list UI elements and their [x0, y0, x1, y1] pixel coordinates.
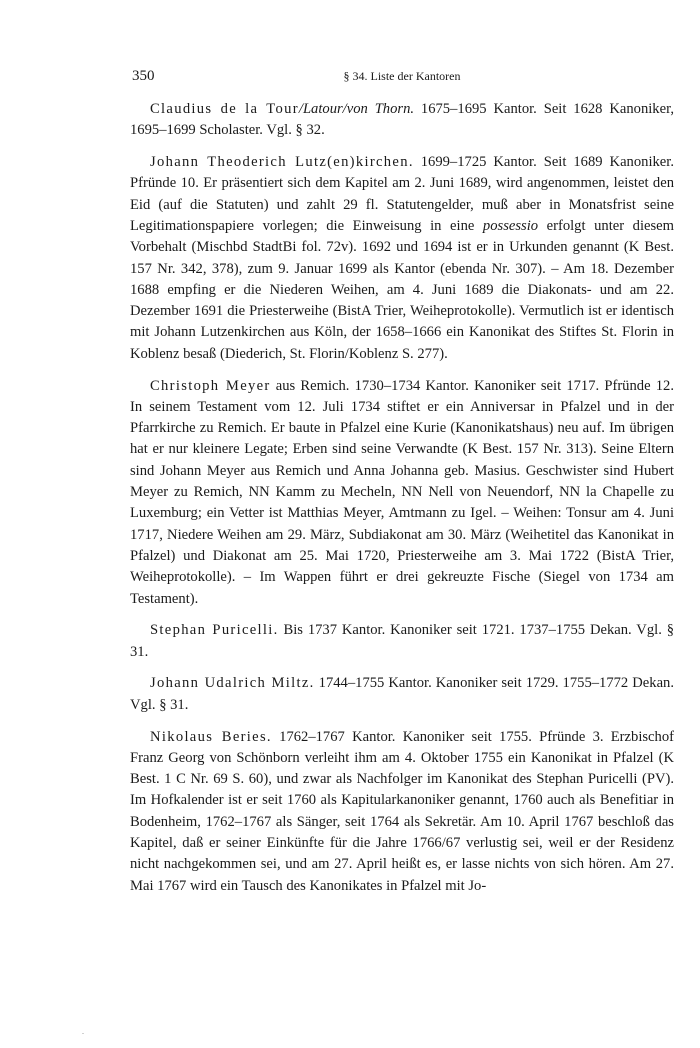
- entry-name: Stephan Puricelli.: [150, 622, 279, 639]
- entry-johann-theoderich-lutzkirchen: [130, 152, 674, 365]
- entry-text: erfolgt unter diesem Vorbehalt (Mischbd StadtBi fol. 72v). 1692 und 1694 ist er in Urkunden genannt (K Best. 157 Nr. 342, 378), zum 9. Januar 1699 als Kantor (ebenda Nr. 307). – Am 18. Dezember 1688 empfing er die Niederen Weihen, am 4. Juni 1689 die Diakonats- und am 22. Dezember 1691 die Priesterweihe (BistA Trier, Weiheprotokolle). Vermutlich ist er identisch mit Johann Lutzenkirchen aus Köln, der 1658–1666 ein Kanonikat des Stiftes St. Florin in Koblenz besaß (Diederich, St. Florin/Koblenz S. 277).: [130, 217, 674, 362]
- entry-text: 1675–1695 Kantor. Seit 1628 Kanoniker, 1695–1699 Scholaster. Vgl. § 32.: [130, 101, 675, 139]
- entry-text: 1762–1767 Kantor. Kanoniker seit 1755. Pfründe 3. Erzbischof Franz Georg von Schönborn verleiht ihm am 4. Oktober 1755 ein Kanonikat in Pfalzel (K Best. 1 C Nr. 69 S. 60), und zwar als Nachfolger im Kanonikat des Stephan Puricelli (PV). Im Hofkalender ist er seit 1760 als Kapitularkanoniker genannt, 1760 auch als Benefitiar in Bodenheim, 1762–1767 als Sänger, seit 1764 als Sekretär. Am 10. April 1767 beschloß das Kapitel, daß er seiner Einkünfte für die Jahre 1766/67 verlustig sei, weil er der Residenz nicht nachgekommen sei, und am 27. April heißt es, er lasse nichts von sich hören. Am 27. Mai 1767 wird ein Tausch des Kanonikates in Pfalzel mit Jo-: [130, 728, 674, 894]
- entry-christoph-meyer: [130, 376, 674, 610]
- page-header: [130, 68, 674, 90]
- entry-johann-udalrich-miltz: [130, 673, 674, 716]
- entry-text: Bis 1737 Kantor. Kanoniker seit 1721. 1737–1755 Dekan. Vgl. § 31.: [130, 622, 674, 660]
- entry-name: Christoph Meyer: [150, 377, 271, 394]
- entry-text: 1744–1755 Kantor. Kanoniker seit 1729. 1755–1772 Dekan. Vgl. § 31.: [130, 675, 674, 713]
- entry-name: Johann Theoderich Lutz(en)kirchen.: [150, 154, 414, 171]
- page-number: 350: [132, 68, 155, 84]
- entry-nikolaus-beries: [130, 727, 674, 897]
- entries-list: [130, 99, 674, 897]
- entry-name: Johann Udalrich Miltz.: [150, 675, 315, 692]
- footer-mark: .: [82, 1027, 84, 1036]
- page: [130, 68, 674, 907]
- entry-name: Nikolaus Beries.: [150, 728, 272, 745]
- entry-name-variants: /Latour/von Thorn.: [298, 101, 415, 117]
- running-title: § 34. Liste der Kantoren: [343, 69, 461, 83]
- entry-name: Claudius de la Tour: [150, 101, 299, 117]
- entry-text-italic: possessio: [482, 217, 539, 234]
- entry-stephan-puricelli: [130, 620, 674, 663]
- entry-text: aus Remich. 1730–1734 Kantor. Kanoniker seit 1717. Pfründe 12. In seinem Testament vom 12. Juli 1734 stiftet er ein Anniversar in Pfalzel und in der Pfarrkirche zu Remich. Er baute in Pfalzel eine Kurie (Kanonikatshaus) neu auf. Im übrigen hat er nur kleinere Legate; Erben sind seine Verwandte (K Best. 157 Nr. 313). Seine Eltern sind Johann Meyer aus Remich und Anna Johanna geb. Masius. Geschwister sind Hubert Meyer zu Remich, NN Kamm zu Mecheln, NN Nell von Neuendorf, NN la Chapelle zu Luxemburg; ein Vetter ist Matthias Meyer, Amtmann zu Igel. – Weihen: Tonsur am 4. Juni 1717, Niedere Weihen am 29. März, Subdiakonat am 30. März (Weihetitel das Kanonikat in Pfalzel) und Diakonat am 25. Mai 1720, Priesterweihe am 3. Mai 1722 (BistA Trier, Weiheprotokolle). – Im Wappen führt er drei gekreuzte Fische (Siegel von 1734 am Testament).: [130, 377, 674, 607]
- entry-claudius-de-la-tour: [130, 99, 674, 142]
- entry-text: 1699–1725 Kantor. Seit 1689 Kanoniker. Pfründe 10. Er präsentiert sich dem Kapitel am 2. Juni 1689, wird angenommen, leistet den Eid (auf die Statuten) und zahlt 29 fl. Statutengelder, muß aber in Monatsfrist seine Legitimationspapiere vorlegen; die Einweisung in eine: [130, 154, 674, 234]
